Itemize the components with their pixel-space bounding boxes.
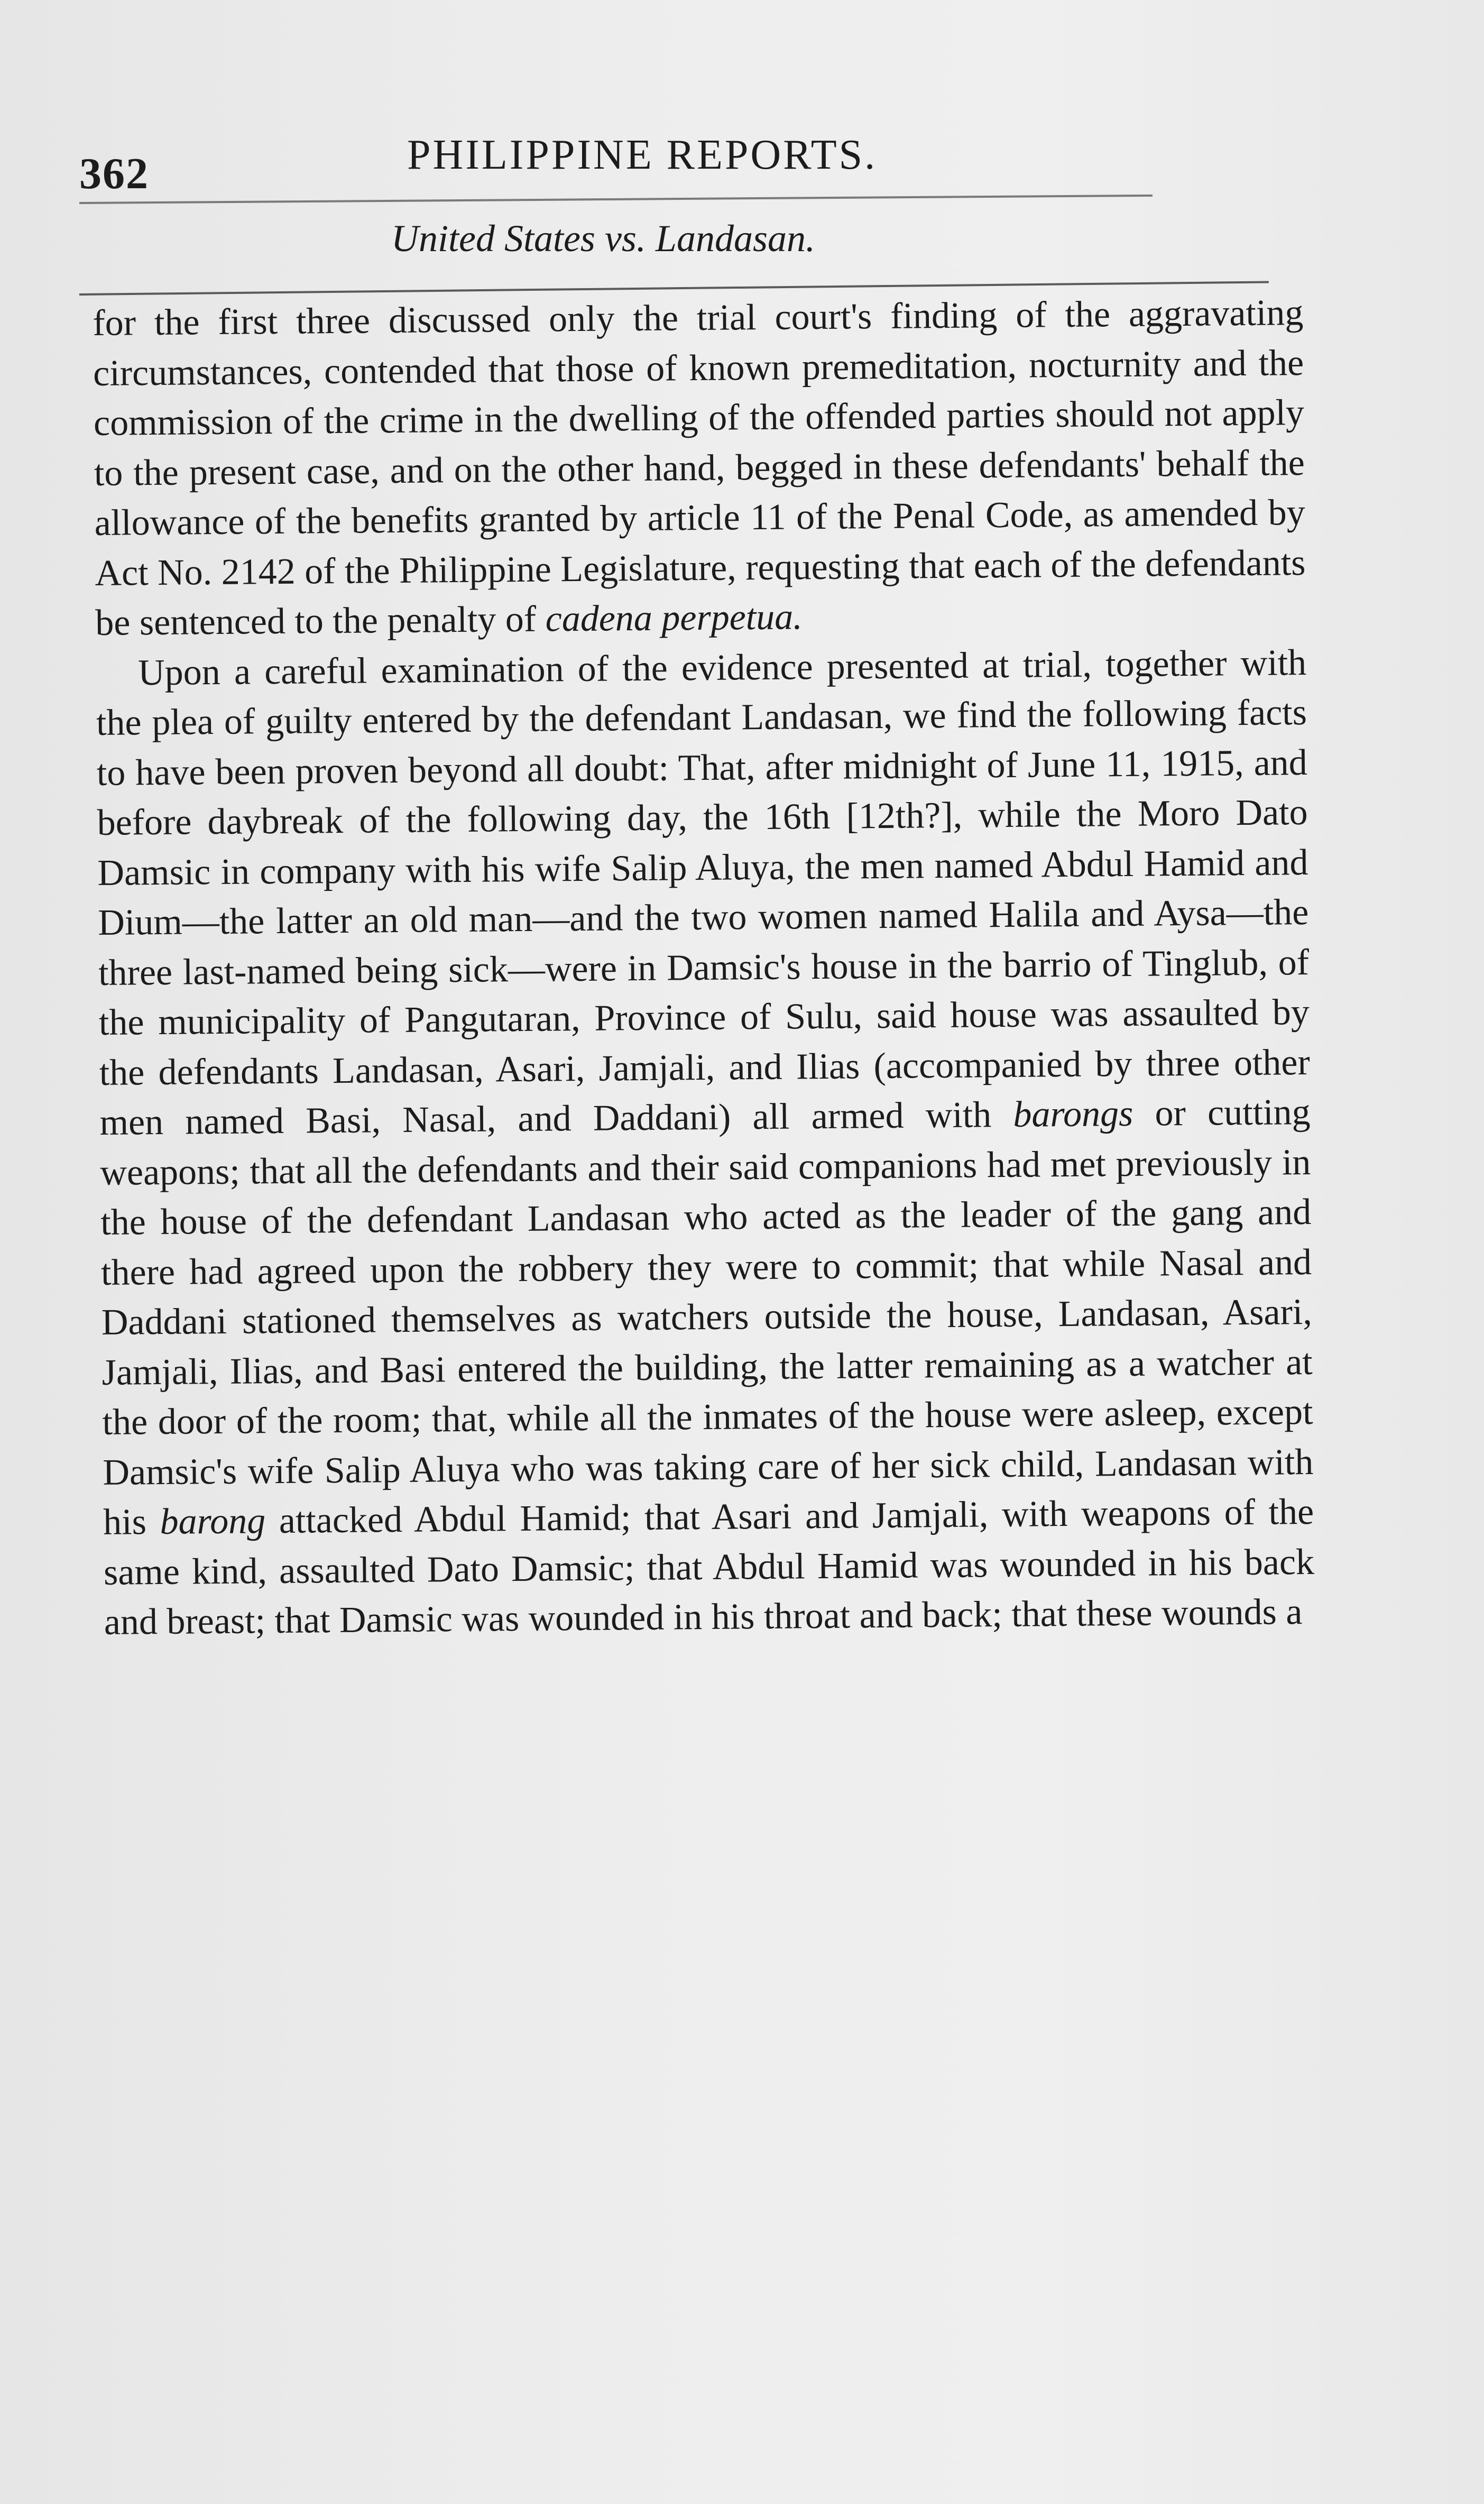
case-title: United States vs. Landasan. — [391, 217, 815, 260]
paragraph-1-text: for the first three discussed only the trial court's finding of the aggravating circumstances, contended that those of known premeditation, nocturnity and the commission of the crime in the dwelling of the offended parties should not apply to the present case, and on the other hand, begged in these defendants' behalf the allowance of the benefits granted by article 11 of the Penal Code, as amended by Act No. 2142 of the Philippine Legislature, requesting that each of the defendants be sentenced to the penalty of — [93, 292, 1306, 643]
paragraph-1 — [93, 288, 1306, 648]
header-rule — [79, 195, 1153, 204]
paragraph-2-italic-2: barong — [160, 1500, 266, 1542]
paragraph-1-italic: cadena perpetua. — [545, 596, 803, 640]
paragraph-2-text-c: attacked Abdul Hamid; that Asari and Jamjali, with weapons of the same kind, assaulted Dato Damsic; that Abdul Hamid was wounded in his back and breast; that Damsic was wounded in his throat and back; that these wounds a — [103, 1491, 1315, 1643]
page-number: 362 — [79, 149, 149, 198]
body-text — [93, 288, 1315, 1647]
paragraph-2-italic-1: barongs — [1013, 1093, 1133, 1135]
running-title: PHILIPPINE REPORTS. — [407, 132, 878, 178]
paragraph-2-text-b: or cutting weapons; that all the defendants and their said companions had met previously in the house of the defendant Landasan who acted as the leader of the gang and there had agreed upon the robbery they were to commit; that while Nasal and Daddani stationed themselves as watchers outside the house, Landasan, Asari, Jamjali, Ilias, and Basi entered the building, the latter remaining as a watcher at the door of the room; that, while all the inmates of the house were asleep, except Damsic's wife Salip Aluya who was taking care of her sick child, Landasan with his — [100, 1091, 1314, 1543]
paragraph-2-text-a: Upon a careful examination of the evidence presented at trial, together with the plea of guilty entered by the defendant Landasan, we find the following facts to have been proven beyond all doubt: That, after midnight of June 11, 1915, and before daybreak of the following day, the 16th [12th?], while the Moro Dato Damsic in company with his wife Salip Aluya, the men named Abdul Hamid and Dium—the latter an old man—and the two women named Halila and Aysa—the three last-named being sick—were in Damsic's house in the barrio of Tinglub, of the municipality of Pangutaran, Province of Sulu, said house was assaulted by the defendants Landasan, Asari, Jamjali, and Ilias (accompanied by three other men named Basi, Nasal, and Daddani) all armed with — [96, 642, 1311, 1143]
paragraph-2 — [96, 638, 1315, 1647]
